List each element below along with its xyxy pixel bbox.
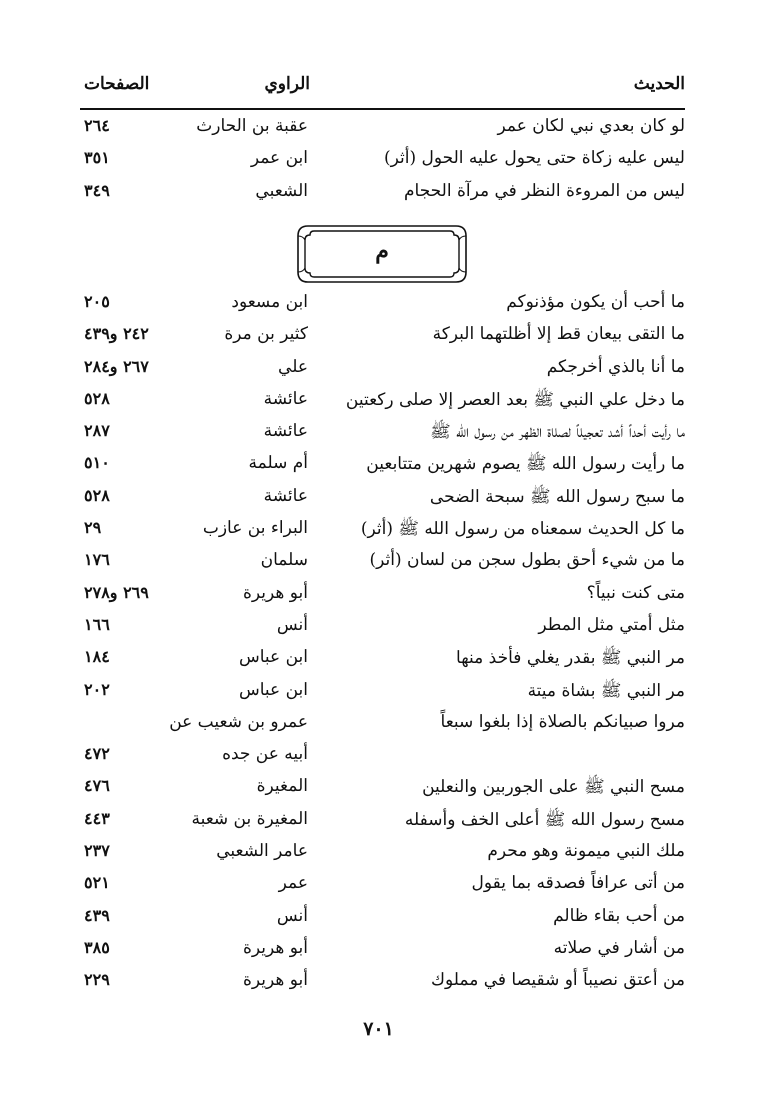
page-refs: ٣٤٩: [84, 180, 110, 200]
index-row: [80, 290, 685, 322]
hadith-text: من أحب بقاء ظالم: [553, 905, 685, 926]
index-row: [80, 355, 685, 387]
page-refs: ٢٠٥: [84, 292, 110, 311]
hadith-text: مروا صبيانكم بالصلاة إذا بلغوا سبعاً: [440, 711, 685, 732]
section-letter: م: [375, 238, 389, 264]
hadith-text: ما رأيت أحداً أشد تعجيلاً لصلاة الظهر من رسول الله ﷺ: [430, 422, 685, 443]
narrator: علي: [278, 356, 308, 377]
hadith-text: مر النبي ﷺ بشاة ميتة: [527, 680, 685, 701]
index-row: [80, 451, 685, 483]
index-row: [80, 871, 685, 903]
index-row: [80, 146, 685, 178]
narrator: أبو هريرة: [242, 582, 308, 603]
header-narrator: الراوي: [264, 74, 310, 94]
index-row: [80, 645, 685, 677]
hadith-text: مثل أمتي مثل المطر: [538, 614, 685, 635]
page-refs: ٥٢١: [84, 873, 110, 893]
narrator: الشعبي: [255, 180, 308, 201]
narrator: عقبة بن الحارث: [196, 116, 308, 136]
hadith-text: من أعتق نصيباً أو شقيصا في مملوك: [430, 970, 685, 991]
page-refs: ٥١٠: [84, 453, 110, 473]
entries-section-meem: [80, 290, 685, 1001]
hadith-text: ملك النبي ميمونة وهو محرم: [487, 841, 685, 862]
narrator: سلمان: [260, 550, 308, 571]
narrator: المغيرة بن شعبة: [191, 808, 308, 829]
page-refs: ٣٥١: [84, 148, 110, 168]
hadith-text: ما من شيء أحق بطول سجن من لسان (أثر): [369, 550, 685, 571]
index-row: [80, 839, 685, 871]
hadith-text: ما كل الحديث سمعناه من رسول الله ﷺ (أثر): [360, 519, 685, 540]
hadith-text: مسح النبي ﷺ على الجوربين والنعلين: [422, 777, 685, 798]
page-refs: ١٨٤: [84, 647, 110, 667]
page-number: ٧٠١: [363, 1018, 394, 1040]
index-row: [80, 807, 685, 839]
narrator: عمر: [278, 873, 308, 894]
hadith-text: من أشار في صلاته: [553, 937, 685, 958]
page-refs: ٢٠٢: [84, 679, 110, 699]
hadith-text: ما رأيت رسول الله ﷺ يصوم شهرين متتابعين: [366, 454, 685, 475]
page-refs: ٤٧٦: [84, 776, 110, 796]
index-row: [80, 484, 685, 516]
narrator: ابن عباس: [238, 679, 308, 700]
page-refs: ٢٨٧: [84, 421, 110, 441]
entries-before-section: [80, 114, 685, 211]
hadith-text: مر النبي ﷺ بقدر يغلي فأخذ منها: [456, 648, 685, 669]
hadith-text: ما أنا بالذي أخرجكم: [546, 356, 685, 377]
hadith-text: لو كان بعدي نبي لكان عمر: [497, 116, 685, 136]
header-pages: الصفحات: [84, 74, 150, 94]
hadith-text: ما أحب أن يكون مؤذنوكم: [506, 292, 685, 312]
hadith-text: متى كنت نبياً؟: [586, 582, 685, 603]
hadith-text: ما التقى بيعان قط إلا أظلتهما البركة: [432, 324, 685, 345]
narrator: ابن مسعود: [231, 292, 308, 312]
index-row: [80, 936, 685, 968]
narrator: عائشة: [263, 485, 308, 506]
header-hadith: الحديث: [633, 74, 685, 94]
index-row: [80, 904, 685, 936]
narrator: كثير بن مرة: [224, 324, 308, 345]
narrator: المغيرة: [256, 776, 308, 797]
page-refs: ٣٨٥: [84, 937, 110, 957]
page-refs: ٢٩: [84, 518, 102, 538]
index-row: [80, 678, 685, 710]
hadith-text: ليس من المروءة النظر في مرآة الحجام: [404, 180, 685, 201]
table-header: [80, 74, 685, 104]
hadith-text: مسح رسول الله ﷺ أعلى الخف وأسفله: [404, 809, 685, 830]
index-row: [80, 322, 685, 354]
page-refs: ٤٤٣: [84, 808, 110, 828]
page-refs: ٤٣٩: [84, 905, 110, 925]
index-row: [80, 774, 685, 806]
hadith-text: ليس عليه زكاة حتى يحول عليه الحول (أثر): [384, 148, 685, 169]
narrator: عمرو بن شعيب عن: [169, 711, 308, 732]
page-refs: ٢٦٩ و٢٧٨: [84, 582, 149, 602]
index-row: [80, 613, 685, 645]
narrator: أنس: [276, 614, 308, 635]
hadith-text: ما سبح رسول الله ﷺ سبحة الضحى: [429, 486, 685, 507]
hadith-text: ما دخل علي النبي ﷺ بعد العصر إلا صلى ركعتين: [345, 389, 685, 410]
page-refs: ٢٤٢ و٤٣٩: [84, 324, 149, 344]
index-row: [80, 742, 685, 774]
index-row: [80, 179, 685, 211]
index-row: [80, 968, 685, 1000]
index-row: [80, 114, 685, 146]
hadith-text: من أتى عرافاً فصدقه بما يقول: [471, 873, 685, 894]
page-refs: ٢٦٧ و٢٨٤: [84, 356, 149, 376]
narrator: أبيه عن جده: [222, 744, 308, 765]
index-row: [80, 419, 685, 451]
header-rule: [80, 108, 685, 110]
index-row: [80, 710, 685, 742]
narrator: ابن عباس: [238, 647, 308, 668]
page-refs: ١٧٦: [84, 550, 110, 570]
narrator: أبو هريرة: [242, 970, 308, 991]
section-letter-frame: [296, 224, 468, 284]
index-row: [80, 548, 685, 580]
page-refs: ٤٧٢: [84, 744, 110, 764]
page-refs: ٢٣٧: [84, 841, 110, 861]
page-refs: ٥٢٨: [84, 388, 110, 408]
page-refs: ٥٢٨: [84, 485, 110, 505]
index-row: [80, 581, 685, 613]
narrator: أنس: [276, 905, 308, 926]
index-row: [80, 516, 685, 548]
index-row: [80, 387, 685, 419]
narrator: عامر الشعبي: [216, 841, 308, 862]
page-refs: ٢٢٩: [84, 970, 110, 990]
narrator: ابن عمر: [250, 148, 308, 169]
narrator: عائشة: [263, 388, 308, 409]
page-refs: ١٦٦: [84, 614, 110, 634]
page-refs: ٢٦٤: [84, 116, 110, 135]
narrator: عائشة: [263, 421, 308, 442]
narrator: أم سلمة: [248, 453, 308, 474]
narrator: أبو هريرة: [242, 937, 308, 958]
narrator: البراء بن عازب: [202, 518, 308, 539]
